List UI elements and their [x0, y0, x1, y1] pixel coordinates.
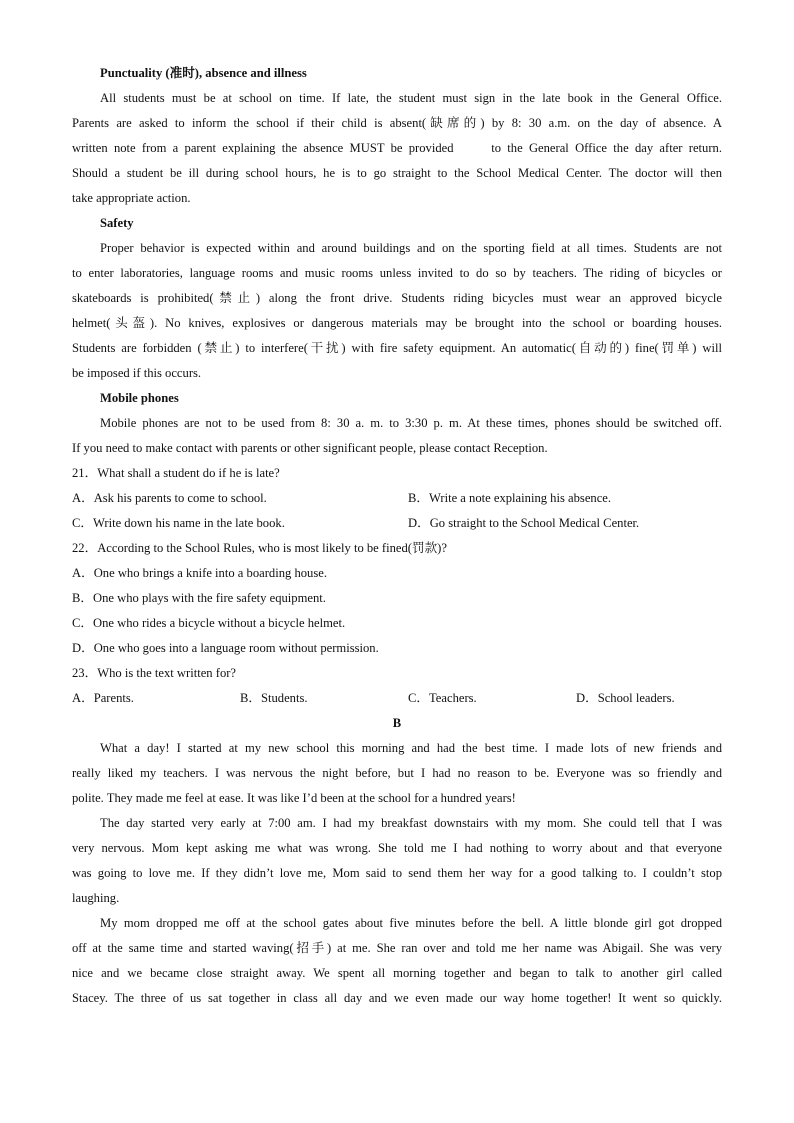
paragraph-line: Should a student be ill during school hours, he is to go straight to the School Medical Center. The doctor will then: [72, 166, 722, 180]
paragraph-line: take appropriate action.: [72, 191, 191, 205]
paragraph-line: off at the same time and started waving(招手) at me. She ran over and told me her name was Abigail. She was very: [72, 941, 722, 955]
paragraph-line: My mom dropped me off at the school gates about five minutes before the bell. A little blonde girl got dropped: [100, 916, 722, 930]
question-23-options: [72, 686, 722, 711]
paragraph-line: really liked my teachers. I was nervous the night before, but I had no reason to be. Everyone was so friendly and: [72, 766, 722, 780]
paragraph-line: If you need to make contact with parents or other significant people, please contact Reception.: [72, 441, 548, 455]
option-b[interactable]: B．Write a note explaining his absence.: [408, 491, 612, 505]
question-21-options-row1: [72, 486, 722, 511]
paragraph-line: be imposed if this occurs.: [72, 366, 202, 380]
paragraph-line: What a day! I started at my new school this morning and had the best time. I made lots of new friends and: [100, 741, 722, 755]
passage-b-label: B: [392, 716, 402, 730]
paragraph-line: laughing.: [72, 891, 120, 905]
paragraph-line: The day started very early at 7:00 am. I had my breakfast downstairs with my mom. She could tell that I was: [100, 816, 722, 830]
option-a[interactable]: A．Parents.: [72, 691, 134, 705]
option-b[interactable]: B．One who plays with the fire safety equipment.: [72, 591, 326, 605]
paragraph-line: nice and we became close straight away. We spent all morning together and began to talk to another girl called: [72, 966, 722, 980]
question-21-stem: 21．What shall a student do if he is late?: [72, 466, 280, 480]
option-d[interactable]: D．One who goes into a language room without permission.: [72, 641, 379, 655]
paragraph-line: was going to love me. If they didn’t love me, Mom said to send them her way for a good talking to. I couldn’t stop: [72, 866, 722, 880]
option-d[interactable]: D．Go straight to the School Medical Center.: [408, 516, 640, 530]
punctuality-heading: Punctuality (准时), absence and illness: [100, 66, 307, 80]
paragraph-line: to enter laboratories, language rooms and music rooms unless invited to do so by teachers. The riding of bicycles or: [72, 266, 722, 280]
option-a[interactable]: A．Ask his parents to come to school.: [72, 491, 267, 505]
option-c[interactable]: C．Teachers.: [408, 691, 477, 705]
paragraph-line: All students must be at school on time. If late, the student must sign in the late book in the General Office.: [100, 91, 722, 105]
paragraph-line: Proper behavior is expected within and around buildings and on the sporting field at all times. Students are not: [100, 241, 722, 255]
option-c[interactable]: C．Write down his name in the late book.: [72, 516, 285, 530]
paragraph-line: Stacey. The three of us sat together in class all day and we even made our way home together! It went so quickly.: [72, 991, 722, 1005]
paragraph-line: helmet(头盔). No knives, explosives or dangerous materials may be brought into the school or boarding houses.: [72, 316, 722, 330]
option-c[interactable]: C．One who rides a bicycle without a bicycle helmet.: [72, 616, 346, 630]
question-22-stem: 22．According to the School Rules, who is most likely to be fined(罚款)?: [72, 541, 447, 555]
mobile-heading: Mobile phones: [100, 391, 179, 405]
option-a[interactable]: A．One who brings a knife into a boarding house.: [72, 566, 327, 580]
paragraph-line: very nervous. Mom kept asking me what was wrong. She told me I had nothing to worry about and that everyone: [72, 841, 722, 855]
option-d[interactable]: D．School leaders.: [576, 691, 675, 705]
document-content: [72, 61, 722, 1011]
paragraph-line: Students are forbidden (禁止) to interfere(干扰) with fire safety equipment. An automatic(自动的) fine(罚单) will: [72, 341, 722, 355]
paragraph-line: Mobile phones are not to be used from 8: 30 a. m. to 3:30 p. m. At these times, phones should be switched off.: [100, 416, 722, 430]
question-21-options-row2: [72, 511, 722, 536]
option-b[interactable]: B．Students.: [240, 691, 308, 705]
safety-heading: Safety: [100, 216, 134, 230]
paragraph-line: written note from a parent explaining the absence MUST be provided to the General Office the day after return.: [72, 141, 722, 155]
paragraph-line: Parents are asked to inform the school if their child is absent(缺席的) by 8: 30 a.m. on the day of absence. A: [72, 116, 722, 130]
paragraph-line: skateboards is prohibited(禁止) along the front drive. Students riding bicycles must wear an approved bicycle: [72, 291, 722, 305]
question-23-stem: 23．Who is the text written for?: [72, 666, 237, 680]
paragraph-line: polite. They made me feel at ease. It was like I’d been at the school for a hundred years!: [72, 791, 516, 805]
